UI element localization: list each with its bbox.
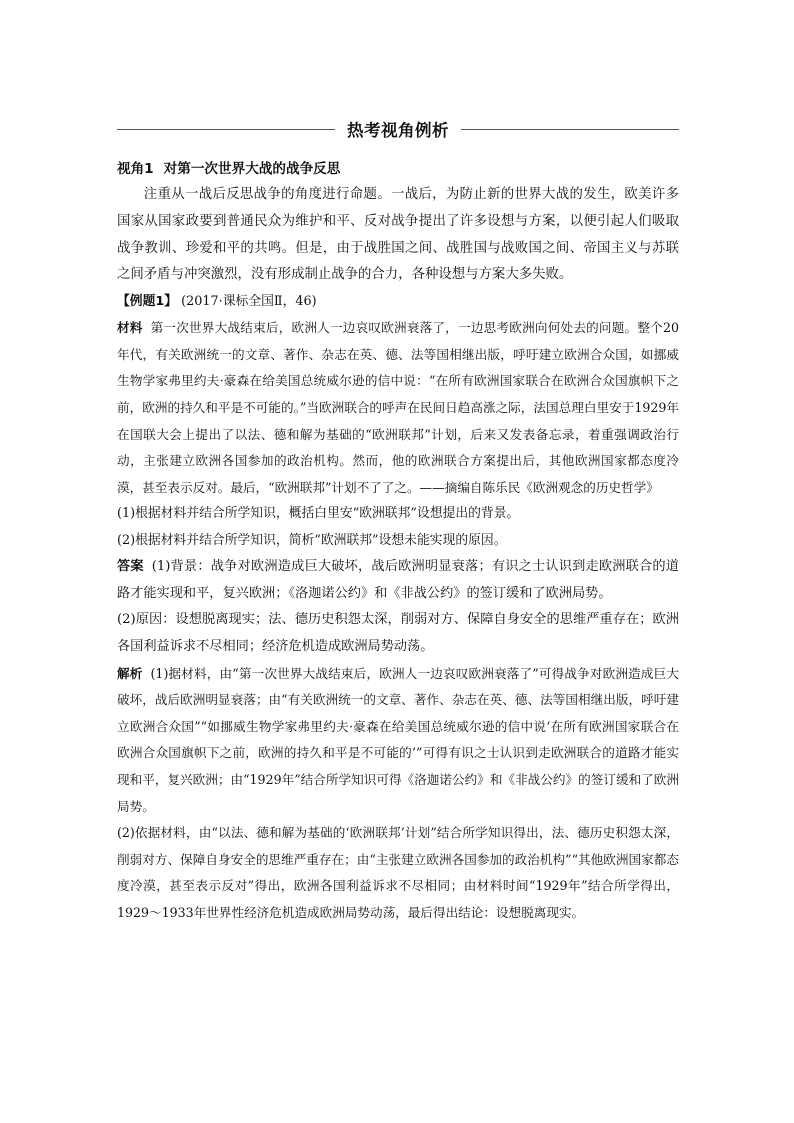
section-title: 对第一次世界大战的战争反思 bbox=[163, 161, 341, 177]
material-text: 第一次世界大战结束后，欧洲人一边哀叹欧洲衰落了，一边思考欧洲向何处去的问题。整个20年代，有关欧洲统一的文章、著作、杂志在英、德、法等国相继出版，呼吁建立欧洲合众国，如挪威生物学家弗里约夫·豪森在给美国总统威尔逊的信中说：“在所有欧洲国家联合在欧洲合众国旗帜下之前，欧洲的持久和平是不可能的。”当欧洲联合的呼声在民间日趋高涨之际，法国总理白里安于1929年在国联大会上提出了以法、德和解为基础的“欧洲联邦”计划，后来又发表备忘录，着重强调政治行动，主张建立欧洲各国参加的政治机构。然而，他的欧洲联合方案提出后，其他欧洲国家都态度冷漠，甚至表示反对。最后，“欧洲联邦”计划不了了之。——摘编自陈乐民《欧洲观念的历史哲学》 bbox=[117, 320, 680, 495]
document-body bbox=[117, 156, 679, 926]
section-number: 视角1 bbox=[117, 161, 154, 177]
example-heading bbox=[117, 289, 679, 315]
answer-part-2: (2)原因：设想脱离现实；法、德历史积怨太深，削弱对方、保障自身安全的思维严重存在；欧洲各国利益诉求不尽相同；经济危机造成欧洲局势动荡。 bbox=[117, 612, 679, 654]
analysis-label: 解析 bbox=[117, 665, 143, 681]
material-paragraph bbox=[117, 315, 679, 501]
analysis-part-2: (2)依据材料，由“以法、德和解为基础的‘欧洲联邦’计划”结合所学知识得出，法、德历史积怨太深，削弱对方、保障自身安全的思维严重存在；由“主张建立欧洲各国参加的政治机构”“其他欧洲国家都态度冷漠，甚至表示反对”得出，欧洲各国利益诉求不尽相同；由材料时间“1929年”结合所学得出，1929～1933年世界性经济危机造成欧洲局势动荡，最后得出结论：设想脱离现实。 bbox=[117, 825, 679, 920]
header-rule-left bbox=[117, 129, 335, 130]
analysis-part-1: (1)据材料，由“第一次世界大战结束后，欧洲人一边哀叹欧洲衰落了”可得战争对欧洲造成巨大破坏，战后欧洲明显衰落；由“有关欧洲统一的文章、著作、杂志在英、德、法等国相继出版，呼吁建立欧洲合众国”“如挪威生物学家弗里约夫·豪森在给美国总统威尔逊的信中说‘在所有欧洲国家联合在欧洲合众国旗帜下之前，欧洲的持久和平是不可能的’”可得有识之士认识到走欧洲联合的道路才能实现和平，复兴欧洲；由“1929年”结合所学知识可得《洛迦诺公约》和《非战公约》的签订缓和了欧洲局势。 bbox=[117, 665, 680, 814]
answer-paragraph-1 bbox=[117, 554, 679, 607]
answer-part-1: (1)背景：战争对欧洲造成巨大破坏，战后欧洲明显衰落；有识之士认识到走欧洲联合的道路才能实现和平，复兴欧洲；《洛迦诺公约》和《非战公约》的签订缓和了欧洲局势。 bbox=[117, 559, 679, 601]
question-1: (1)根据材料并结合所学知识，概括白里安“欧洲联邦”设想提出的背景。 bbox=[117, 506, 520, 522]
header-rule-right bbox=[461, 129, 679, 130]
answer-label: 答案 bbox=[117, 559, 144, 575]
intro-paragraph: 注重从一战后反思战争的角度进行命题。一战后，为防止新的世界大战的发生，欧美许多国家从国家政要到普通民众为维护和平、反对战争提出了许多设想与方案，以便引起人们吸取战争教训、珍爱和平的共鸣。但是，由于战胜国之间、战胜国与战败国之间、帝国主义与苏联之间矛盾与冲突激烈，没有形成制止战争的合力，各种设想与方案大多失败。 bbox=[117, 187, 679, 283]
section-heading bbox=[117, 156, 679, 182]
page-header bbox=[117, 114, 679, 144]
page-title: 热考视角例析 bbox=[347, 121, 449, 140]
question-2: (2)根据材料并结合所学知识，简析“欧洲联邦”设想未能实现的原因。 bbox=[117, 532, 507, 548]
analysis-paragraph-1 bbox=[117, 661, 679, 821]
material-label: 材料 bbox=[117, 320, 143, 336]
example-source: (2017·课标全国Ⅱ，46) bbox=[181, 293, 317, 309]
example-tag: 【例题1】 bbox=[117, 293, 178, 309]
